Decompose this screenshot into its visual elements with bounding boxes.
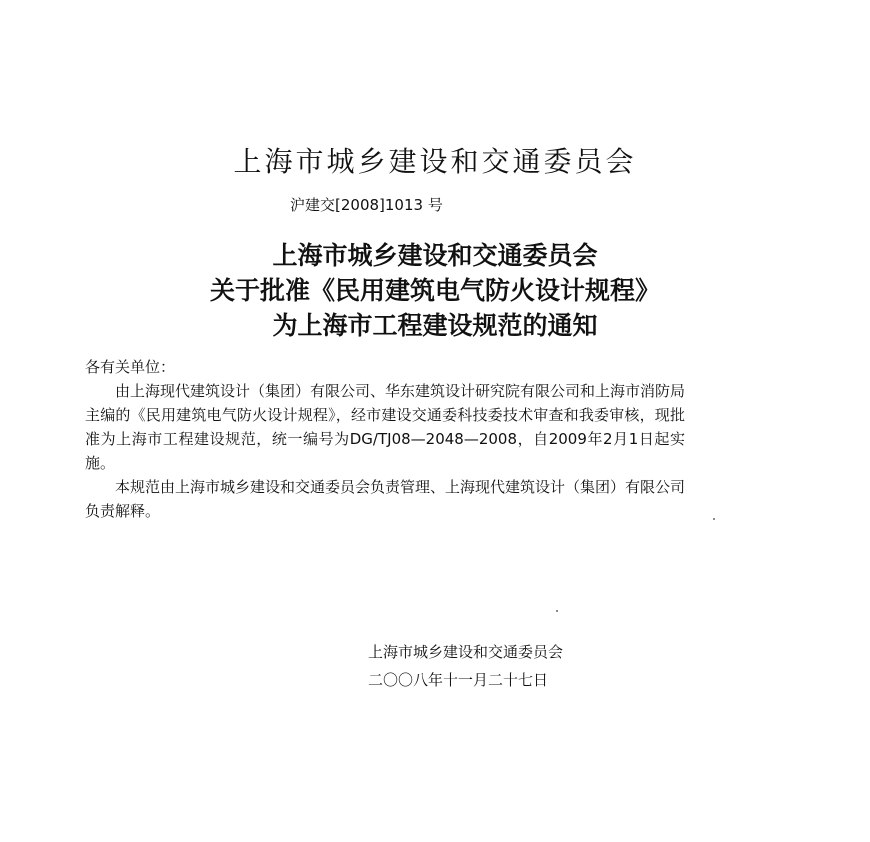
document-number: 沪建交[2008]1013 号 — [290, 196, 443, 214]
salutation: 各有关单位： — [85, 358, 176, 376]
title-line-3: 为上海市工程建设规范的通知 — [272, 311, 598, 340]
scan-speck — [556, 610, 558, 612]
body-paragraph-2: 本规范由上海市城乡建设和交通委员会负责管理、上海现代建筑设计（集团）有限公司负责解释。 — [85, 478, 686, 520]
scan-speck — [713, 518, 715, 520]
notice-title — [0, 238, 870, 343]
signature-date: 二〇〇八年十一月二十七日 — [368, 671, 549, 689]
signature-organization: 上海市城乡建设和交通委员会 — [368, 643, 564, 661]
body-paragraph-1: 由上海现代建筑设计（集团）有限公司、华东建筑设计研究院有限公司和上海市消防局主编的《民用建筑电气防火设计规程》，经市建设交通委科技委技术审查和我委审核，现批准为上海市工程建设规范，统一编号为DG/TJ08—2048—2008，自2009年2月1日起实施。 — [85, 382, 686, 472]
title-line-1: 上海市城乡建设和交通委员会 — [272, 241, 598, 270]
title-line-2: 关于批准《民用建筑电气防火设计规程》 — [209, 276, 660, 305]
notice-body — [85, 355, 685, 523]
issuing-organization: 上海市城乡建设和交通委员会 — [233, 145, 637, 178]
signature-block — [368, 638, 563, 694]
